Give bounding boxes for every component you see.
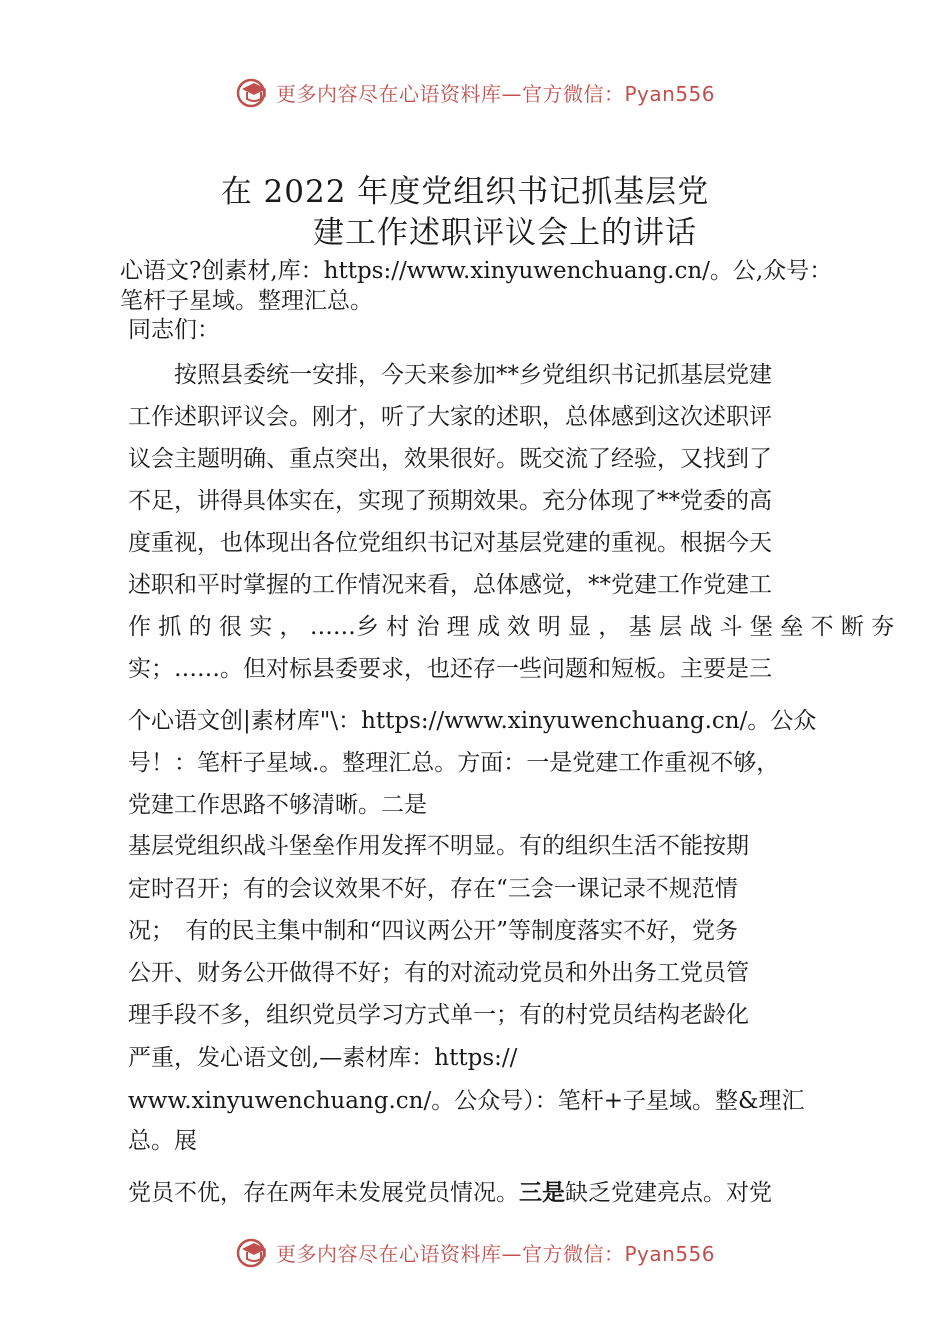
paragraph-line: 度重视，也体现出各位党组织书记对基层党建的重视。根据今天 <box>128 530 772 556</box>
paragraph-line: 述职和平时掌握的工作情况来看，总体感觉，**党建工作党建工 <box>128 572 772 598</box>
paragraph-line: 不足，讲得具体实在，实现了预期效果。充分体现了**党委的高 <box>128 488 772 514</box>
paragraph-line: 况； 有的民主集中制和“四议两公开”等制度落实不好，党务 <box>128 918 739 944</box>
paragraph-line: www.xinyuwenchuang.cn/。公众号）：笔杆+子星域。整&理汇 <box>128 1088 805 1114</box>
emphasis-label: 三是 <box>519 1179 565 1206</box>
paragraph-line: 理手段不多，组织党员学习方式单一；有的村党员结构老龄化 <box>128 1002 749 1028</box>
paragraph-line: 公开、财务公开做得不好；有的对流动党员和外出务工党员管 <box>128 960 749 986</box>
paragraph-text: 党员不优，存在两年未发展党员情况。 <box>128 1180 519 1206</box>
banner-text: 更多内容尽在心语资料库—官方微信：Pyan556 <box>276 1241 716 1266</box>
source-note-line-1: 心语文?创素材,库：https://www.xinyuwenchuang.cn/。公,众号： <box>120 258 833 284</box>
document-title-line-2: 建工作述职评议会上的讲话 <box>313 215 697 251</box>
paragraph-line: 作 抓 的 很 实 ， ……乡 村 治 理 成 效 明 显 ， 基 层 战 斗 堡 垒 不 断 夯 <box>128 614 895 640</box>
paragraph-line: 基层党组织战斗堡垒作用发挥不明显。有的组织生活不能按期 <box>128 833 749 859</box>
source-note-line-2: 笔杆子星域。整理汇总。 <box>120 288 373 314</box>
paragraph-line: 按照县委统一安排，今天来参加**乡党组织书记抓基层党建 <box>128 362 772 388</box>
footer-banner <box>236 1232 715 1272</box>
paragraph-line: 严重，发心语文创,—素材库：https:// <box>128 1045 518 1071</box>
paragraph-line: 总。展 <box>128 1128 197 1154</box>
header-banner <box>236 72 715 112</box>
paragraph-line: 工作述职评议会。刚才，听了大家的述职，总体感到这次述职评 <box>128 404 772 430</box>
paragraph-line: 个心语文创|素材库"\：https://www.xinyuwenchuang.cn/。公众 <box>128 708 817 734</box>
banner-text: 更多内容尽在心语资料库—官方微信：Pyan556 <box>276 81 716 106</box>
paragraph-line: 党建工作思路不够清晰。二是 <box>128 792 427 818</box>
mortarboard-seal-icon <box>236 75 270 109</box>
document-title-line-1: 在 2022 年度党组织书记抓基层党 <box>220 174 710 210</box>
paragraph-line: 议会主题明确、重点突出，效果很好。既交流了经验，又找到了 <box>128 446 772 472</box>
paragraph-line <box>128 1176 772 1210</box>
salutation: 同志们： <box>128 317 220 343</box>
paragraph-line: 定时召开；有的会议效果不好，存在“三会一课记录不规范情 <box>128 876 738 902</box>
paragraph-line: 号！：笔杆子星域.。整理汇总。方面：一是党建工作重视不够， <box>128 750 780 776</box>
mortarboard-seal-icon <box>236 1235 270 1269</box>
paragraph-line: 实；……。但对标县委要求，也还存一些问题和短板。主要是三 <box>128 656 772 682</box>
paragraph-text: 缺乏党建亮点。对党 <box>565 1180 772 1206</box>
